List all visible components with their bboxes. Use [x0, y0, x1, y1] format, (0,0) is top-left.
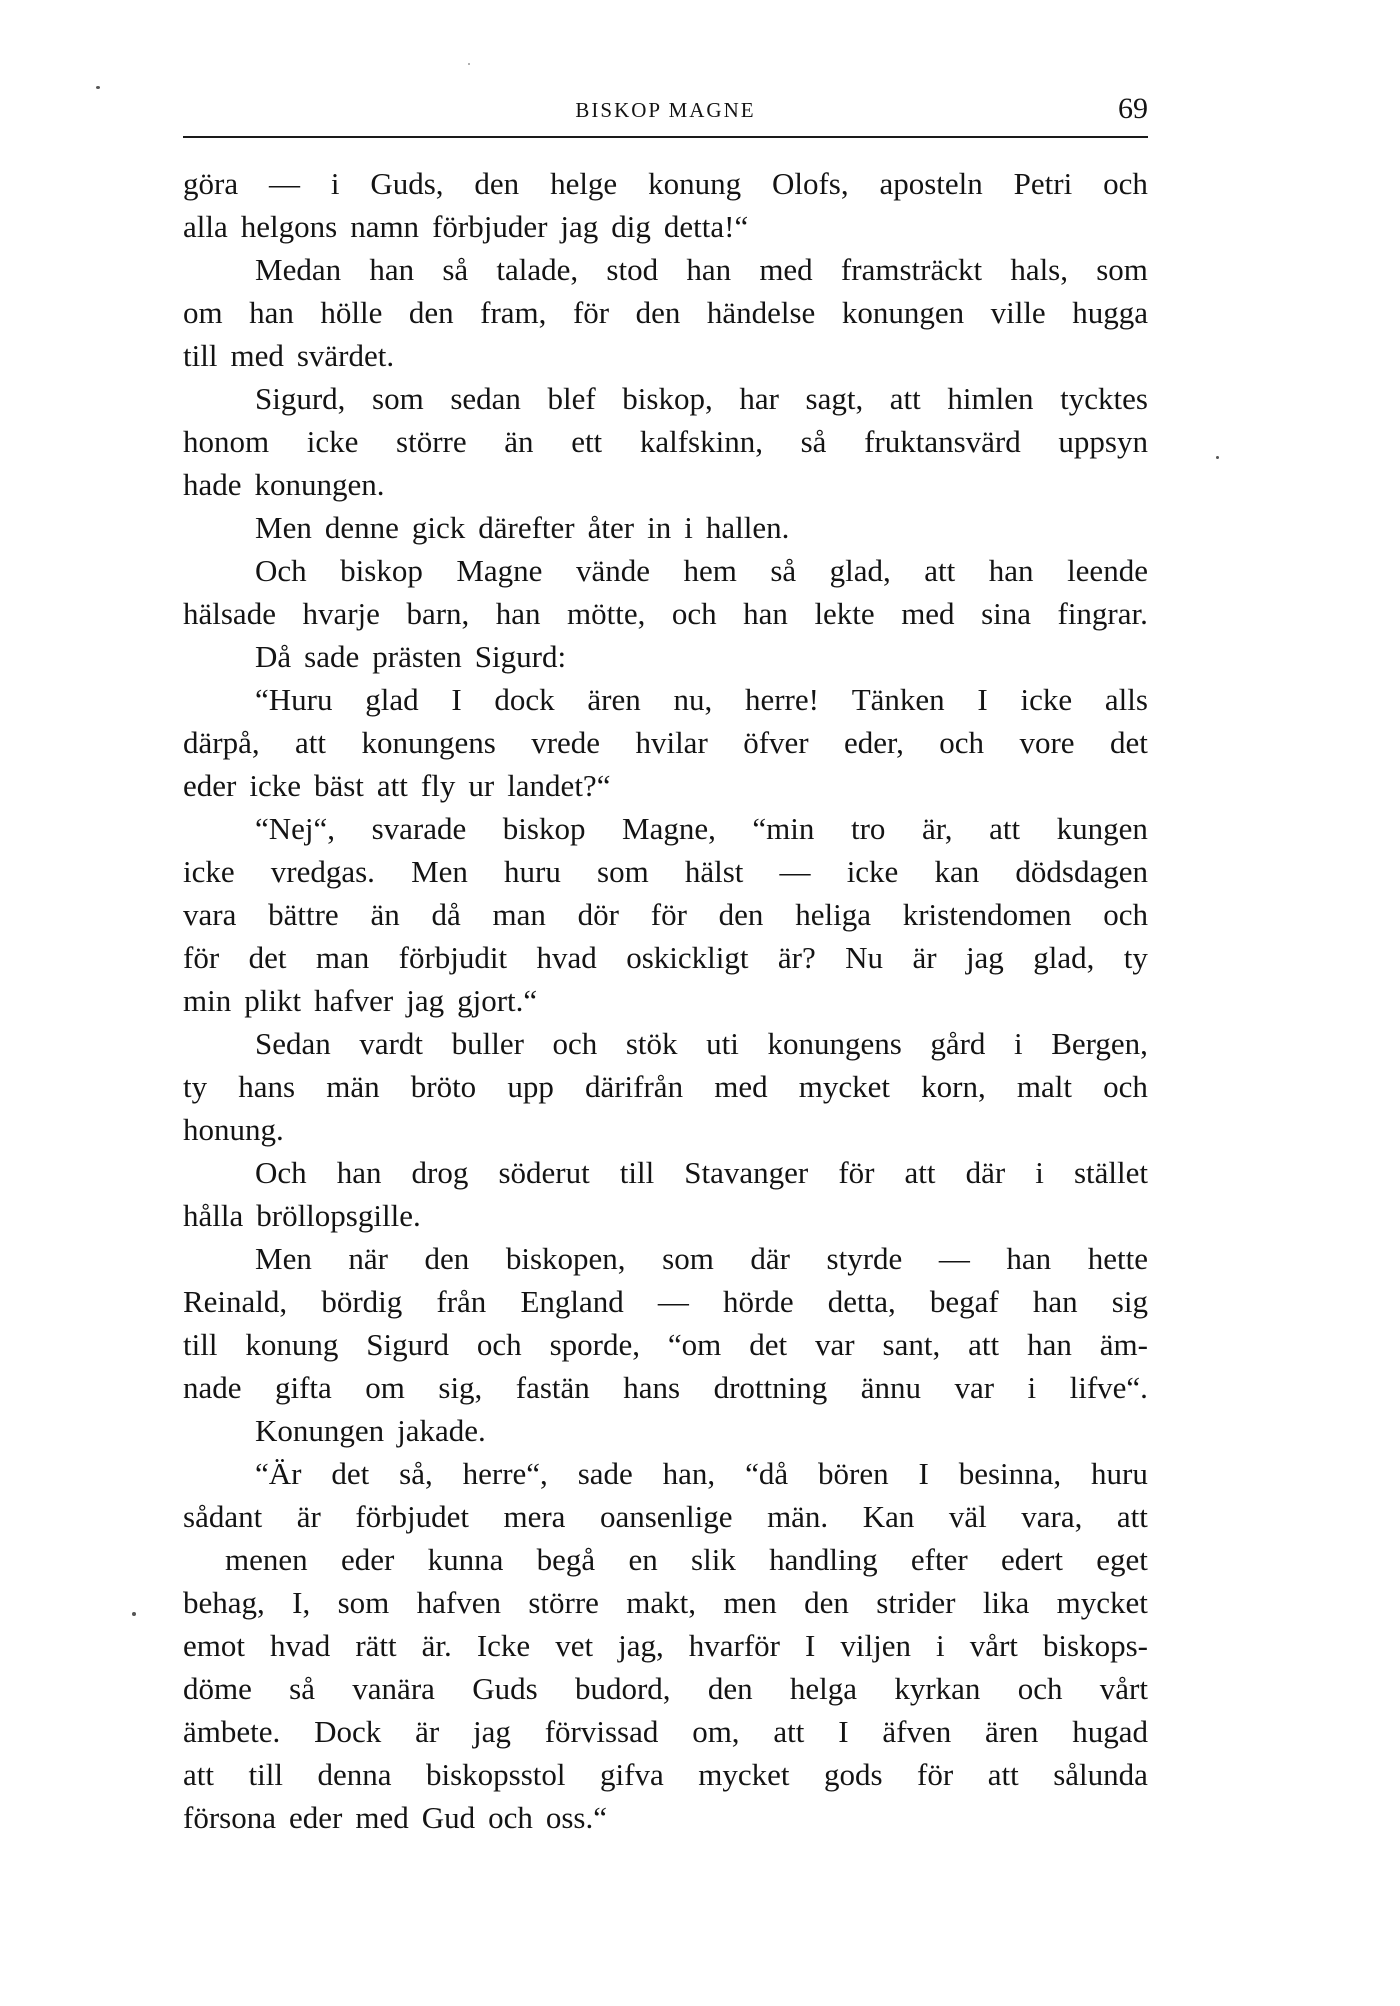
text-line: honung.: [183, 1112, 284, 1147]
text-line: “Nej“, svarade biskop Magne, “min tro är, att kungen: [255, 811, 1148, 846]
text-line: att till denna biskopsstol gifva mycket gods för att sålunda: [183, 1757, 1148, 1792]
body-text: [183, 162, 1148, 1839]
text-line: Reinald, bördig från England — hörde detta, begaf han sig: [183, 1284, 1148, 1319]
text-line: Medan han så talade, stod han med framsträckt hals, som: [255, 252, 1148, 287]
text-line: emot hvad rätt är. Icke vet jag, hvarför I viljen i vårt biskops-: [183, 1628, 1148, 1663]
text-line: min plikt hafver jag gjort.“: [183, 983, 538, 1018]
text-line: till konung Sigurd och sporde, “om det var sant, att han äm-: [183, 1327, 1148, 1362]
text-line: menen eder kunna begå en slik handling efter edert eget: [225, 1542, 1148, 1577]
text-line: vara bättre än då man dör för den heliga kristendomen och: [183, 897, 1148, 932]
text-line: icke vredgas. Men huru som hälst — icke kan dödsdagen: [183, 854, 1148, 889]
text-line: “Huru glad I dock ären nu, herre! Tänken I icke alls: [255, 682, 1148, 717]
text-line: sådant är förbjudet mera oansenlige män. Kan väl vara, att: [183, 1499, 1148, 1534]
text-line: döme så vanära Guds budord, den helga kyrkan och vårt: [183, 1671, 1148, 1706]
text-line: alla helgons namn förbjuder jag dig detta!“: [183, 209, 749, 244]
text-line: ty hans män bröto upp därifrån med mycket korn, malt och: [183, 1069, 1148, 1104]
text-line: Men denne gick därefter åter in i hallen.: [255, 510, 790, 545]
text-line: Konungen jakade.: [255, 1413, 486, 1448]
running-head: [183, 92, 1148, 132]
text-line: eder icke bäst att fly ur landet?“: [183, 768, 611, 803]
margin-speck: [132, 1612, 136, 1616]
text-line: göra — i Guds, den helge konung Olofs, aposteln Petri och: [183, 166, 1148, 201]
text-line: Och han drog söderut till Stavanger för att där i stället: [255, 1155, 1148, 1190]
page-number: 69: [1118, 92, 1148, 125]
text-line: behag, I, som hafven större makt, men den strider lika mycket: [183, 1585, 1148, 1620]
margin-speck: [1216, 456, 1219, 459]
text-line: nade gifta om sig, fastän hans drottning ännu var i lifve“.: [183, 1370, 1148, 1405]
text-line: honom icke större än ett kalfskinn, så fruktansvärd uppsyn: [183, 424, 1148, 459]
margin-speck: [468, 63, 470, 65]
header-rule: [183, 136, 1148, 138]
text-line: Men när den biskopen, som där styrde — han hette: [255, 1241, 1148, 1276]
text-line: hålla bröllopsgille.: [183, 1198, 421, 1233]
text-line: Sigurd, som sedan blef biskop, har sagt, att himlen tycktes: [255, 381, 1148, 416]
running-title: BISKOP MAGNE: [575, 98, 756, 122]
text-line: hälsade hvarje barn, han mötte, och han lekte med sina fingrar.: [183, 596, 1148, 631]
text-line: “Är det så, herre“, sade han, “då bören I besinna, huru: [255, 1456, 1148, 1491]
text-line: Då sade prästen Sigurd:: [255, 639, 567, 674]
text-line: hade konungen.: [183, 467, 385, 502]
text-line: därpå, att konungens vrede hvilar öfver eder, och vore det: [183, 725, 1148, 760]
text-line: Sedan vardt buller och stök uti konungens gård i Bergen,: [255, 1026, 1148, 1061]
margin-speck: [96, 86, 100, 89]
text-line: Och biskop Magne vände hem så glad, att han leende: [255, 553, 1148, 588]
text-line: ämbete. Dock är jag förvissad om, att I äfven ären hugad: [183, 1714, 1148, 1749]
text-line: för det man förbjudit hvad oskickligt är? Nu är jag glad, ty: [183, 940, 1148, 975]
text-line: till med svärdet.: [183, 338, 395, 373]
text-line: försona eder med Gud och oss.“: [183, 1800, 607, 1835]
text-line: om han hölle den fram, för den händelse konungen ville hugga: [183, 295, 1148, 330]
